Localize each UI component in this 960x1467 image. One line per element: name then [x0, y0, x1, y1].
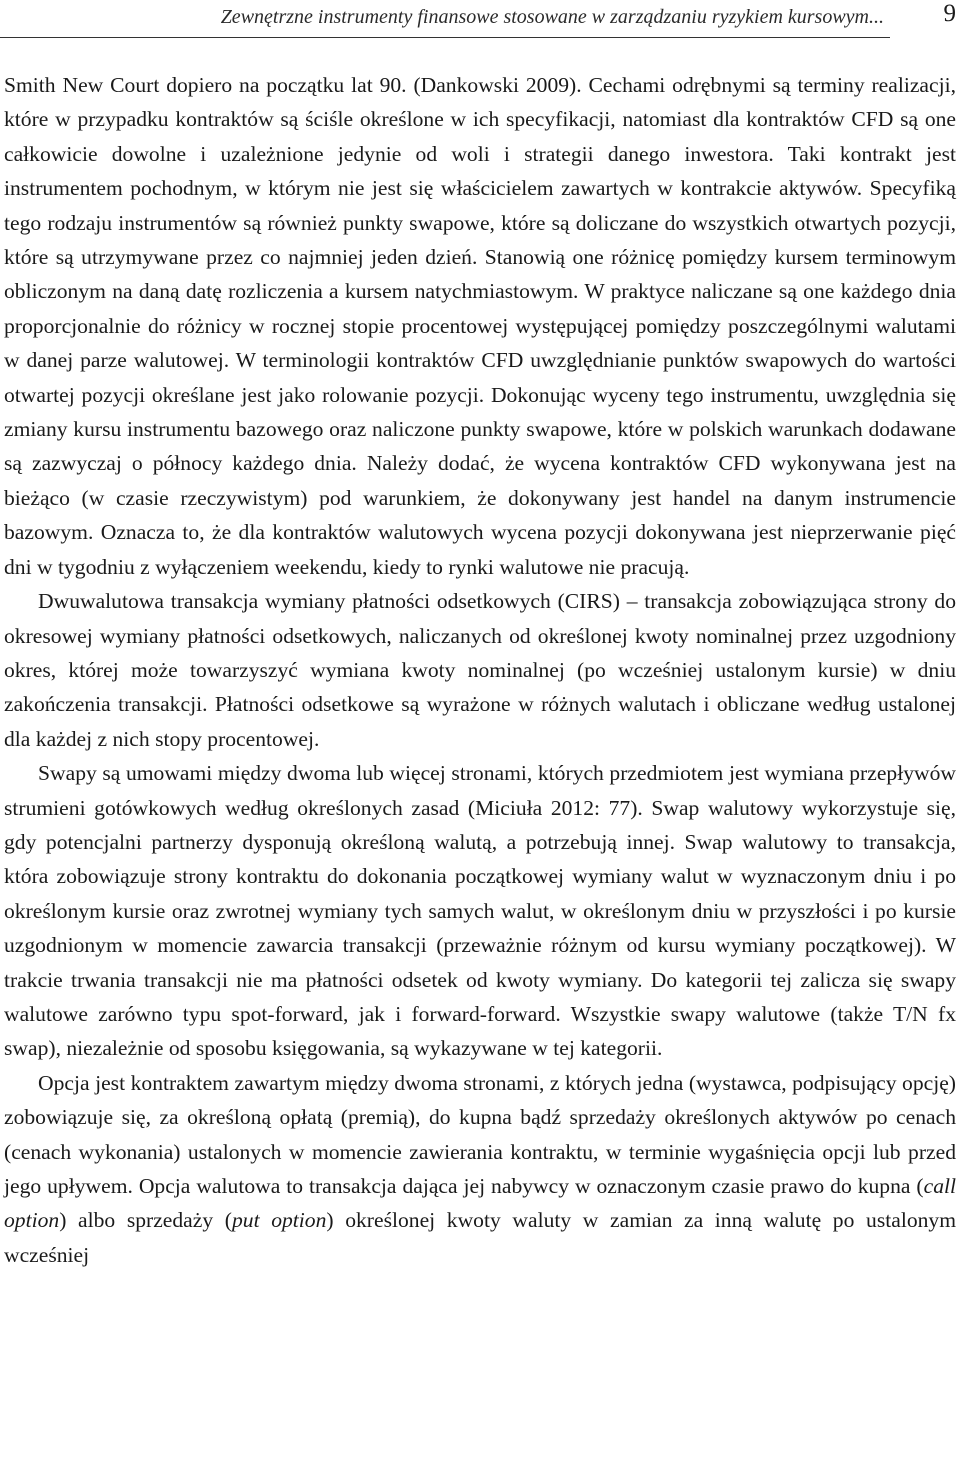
page-number: 9 [943, 0, 956, 27]
running-title: Zewnętrzne instrumenty finansowe stosowane w zarządzaniu ryzykiem kursowym... [220, 6, 884, 28]
running-header [0, 0, 960, 38]
body-text [4, 68, 956, 1272]
call-option-term: call option [4, 1174, 956, 1233]
paragraph-cirs: Dwuwalutowa transakcja wymiany płatności odsetkowych (CIRS) – transakcja zobowiązująca strony do okresowej wymiany płatności odsetkowych, naliczanych od określonej kwoty nominalnej przez uzgodniony okres, której może towarzyszyć wymiana kwoty nominalnej (po wcześniej ustalonym kursie) w dniu zakończenia transakcji. Płatności odsetkowe są wyrażone w różnych walutach i obliczane według ustalonej dla każdej z nich stopy procentowej. [4, 589, 956, 751]
paragraph-cfd: Smith New Court dopiero na początku lat 90. (Dankowski 2009). Cechami odrębnymi są terminy realizacji, które w przypadku kontraktów są ściśle określone w ich specyfikacji, natomiast dla kontraktów CFD są one całkowicie dowolne i uzależnione jedynie od woli i strategii danego inwestora. Taki kontrakt jest instrumentem pochodnym, w którym nie jest się właścicielem zawartych w kontrakcie aktywów. Specyfiką tego rodzaju instrumentów są również punkty swapowe, które są doliczane do wszystkich otwartych pozycji, które są utrzymywane przez co najmniej jeden dzień. Stanowią one różnicę pomiędzy kursem terminowym obliczonym na daną datę rozliczenia a kursem natychmiastowym. W praktyce naliczane są one każdego dnia proporcjonalnie do różnicy w rocznej stopie procentowej występującej pomiędzy poszczególnymi walutami w danej parze walutowej. W terminologii kontraktów CFD uwzględnianie punktów swapowych do wartości otwartej pozycji określane jest jako rolowanie pozycji. Dokonując wyceny tego instrumentu, uwzględnia się zmiany kursu instrumentu bazowego oraz naliczone punkty swapowe, które w polskich warunkach dodawane są zazwyczaj o północy każdego dnia. Należy dodać, że wycena kontraktów CFD wykonywana jest na bieżąco (w czasie rzeczywistym) pod warunkiem, że dokonywany jest handel na danym instrumencie bazowym. Oznacza to, że dla kontraktów walutowych wycena pozycji dokonywana jest nieprzerwanie pięć dni w tygodniu z wyłączeniem weekendu, kiedy to rynki walutowe nie pracują. [4, 73, 956, 579]
paragraph-options [4, 1066, 956, 1272]
paragraph-swaps: Swapy są umowami między dwoma lub więcej stronami, których przedmiotem jest wymiana przepływów strumieni gotówkowych według określonych zasad (Miciuła 2012: 77). Swap walutowy wykorzystuje się, gdy potencjalni partnerzy dysponują określoną walutą, a potrzebują innej. Swap walutowy to transakcja, która zobowiązuje strony kontraktu do dokonania początkowej wymiany walut w wyznaczonym dniu i po określonym kursie oraz zwrotnej wymiany tych samych walut, w określonym dniu w przyszłości i po kursie uzgodnionym w momencie zawarcia transakcji (przeważnie różnym od kursu wymiany początkowej). W trakcie trwania transakcji nie ma płatności odsetek od kwoty wymiany. Do kategorii tej zalicza się swapy walutowe zarówno typu spot-forward, jak i forward-forward. Wszystkie swapy walutowe (także T/N fx swap), niezależnie od sposobu księgowania, są wykazywane w tej kategorii. [4, 761, 956, 1061]
options-text-part-2: ) albo sprzedaży ( [59, 1208, 232, 1233]
header-rule [0, 37, 890, 38]
options-text-part-1: Opcja jest kontraktem zawartym między dwoma stronami, z których jedna (wystawca, podpisujący opcję) zobowiązuje się, za określoną opłatą (premią), do kupna bądź sprzedaży określonych aktywów po cenach (cenach wykonania) ustalonych w momencie zawierania kontraktu, w terminie wygaśnięcia opcji lub przed jego upływem. Opcja walutowa to transakcja dająca jej nabywcy w oznaczonym czasie prawo do kupna ( [4, 1070, 956, 1198]
put-option-term: put option [231, 1208, 327, 1233]
options-text-part-3: ) określonej kwoty waluty w zamian za inną walutę po ustalonym wcześniej [4, 1208, 957, 1267]
